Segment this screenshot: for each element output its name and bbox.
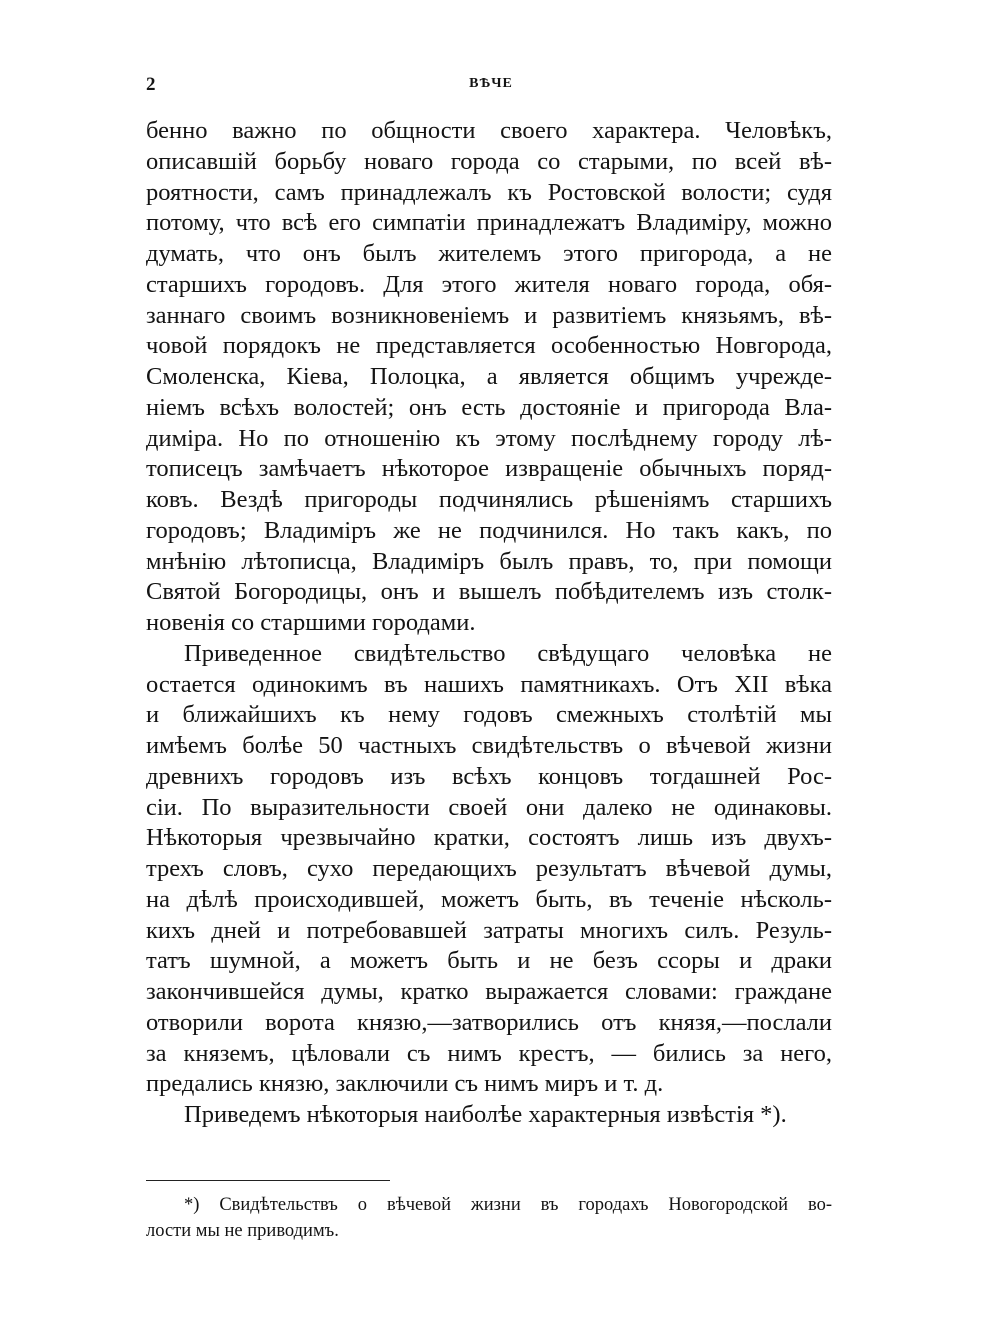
footnote-line: *) Свидѣтельствъ о вѣчевой жизни въ городахъ Новогородской во-: [184, 1195, 832, 1215]
text-line: татъ шумной, а можетъ быть и не безъ ссоры и драки: [146, 947, 832, 975]
text-line: роятности, самъ принадлежалъ къ Ростовской волости; судя: [146, 178, 832, 206]
text-line: имѣемъ болѣе 50 частныхъ свидѣтельствъ о вѣчевой жизни: [146, 732, 832, 759]
text-line: заннаго своимъ возникновеніемъ и развитіемъ князьямъ, вѣ-: [146, 301, 832, 329]
text-line-paragraph-start: Приведемъ нѣкоторыя наиболѣе характерныя извѣстія *).: [184, 1101, 787, 1128]
text-line-paragraph-start: Приведенное свидѣтельство свѣдущаго человѣка не: [184, 639, 832, 667]
footnote: [146, 1192, 832, 1244]
text-line: и ближайшихъ къ нему годовъ смежныхъ столѣтій мы: [146, 701, 832, 729]
text-line: човой порядокъ не представляется особенностью Новгорода,: [146, 332, 832, 360]
text-line: ковъ. Вездѣ пригороды подчинялись рѣшеніямъ старшихъ: [146, 486, 832, 513]
text-line: потому, что всѣ его симпатіи принадлежатъ Владиміру, можно: [146, 209, 832, 237]
text-line: остается одинокимъ въ нашихъ памятникахъ. Отъ XII вѣка: [146, 670, 832, 698]
text-line: за княземъ, цѣловали съ нимъ крестъ, — бились за него,: [146, 1039, 832, 1067]
text-line: описавшій борьбу новаго города со старыми, по всей вѣ-: [146, 147, 832, 175]
text-line: диміра. Но по отношенію къ этому послѣднему городу лѣ-: [146, 424, 832, 452]
text-line: Смоленска, Кіева, Полоцка, а является общимъ учрежде-: [146, 363, 832, 390]
running-title: ВѢЧЕ: [469, 76, 513, 91]
text-line-paragraph-end: предались князю, заключили съ нимъ миръ и т. д.: [146, 1070, 664, 1098]
text-line: закончившейся думы, кратко выражается словами: граждане: [146, 978, 832, 1005]
text-line: думать, что онъ былъ жителемъ этого пригорода, а не: [146, 240, 832, 267]
page-number: 2: [146, 74, 156, 95]
footnote-line: лости мы не приводимъ.: [146, 1221, 339, 1241]
text-line: старшихъ городовъ. Для этого жителя новаго города, обя-: [146, 270, 832, 298]
text-line: древнихъ городовъ изъ всѣхъ концовъ тогдашней Рос-: [146, 762, 832, 790]
text-line: на дѣлѣ происходившей, можетъ быть, въ теченіе нѣсколь-: [146, 885, 832, 913]
running-head: [146, 74, 836, 98]
text-line: трехъ словъ, сухо передающихъ результатъ вѣчевой думы,: [146, 855, 832, 882]
text-line: Святой Богородицы, онъ и вышелъ побѣдителемъ изъ столк-: [146, 578, 832, 606]
text-line: ніемъ всѣхъ волостей; онъ есть достояніе и пригорода Вла-: [146, 393, 832, 421]
text-line: кихъ дней и потребовавшей затраты многихъ силъ. Резуль-: [146, 916, 832, 944]
text-line: городовъ; Владиміръ же не подчинился. Но такъ какъ, по: [146, 516, 832, 544]
footnote-divider: [146, 1180, 390, 1181]
text-line: бенно важно по общности своего характера. Человѣкъ,: [146, 117, 832, 144]
text-line: тописецъ замѣчаетъ нѣкоторое извращеніе обычныхъ поряд-: [146, 455, 832, 483]
text-line: Нѣкоторыя чрезвычайно кратки, состоятъ лишь изъ двухъ-: [146, 824, 832, 852]
body-text: [146, 116, 832, 1131]
text-line: отворили ворота князю,—затворились отъ князя,—послали: [146, 1008, 832, 1036]
text-line-paragraph-end: новенія со старшими городами.: [146, 609, 476, 636]
text-line: сіи. По выразительности своей они далеко не одинаковы.: [146, 793, 832, 821]
text-line: мнѣнію лѣтописца, Владиміръ былъ правъ, то, при помощи: [146, 547, 832, 575]
